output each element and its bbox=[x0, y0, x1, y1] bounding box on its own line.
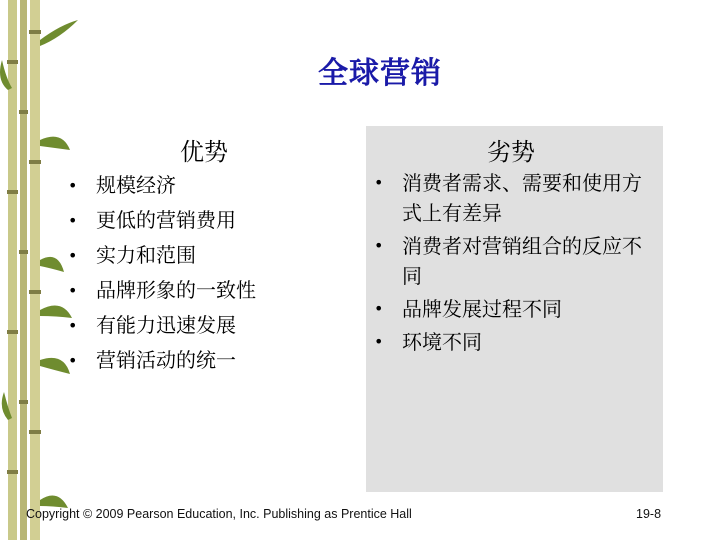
copyright-footer: Copyright © 2009 Pearson Education, Inc. Publishing as Prentice Hall bbox=[26, 507, 412, 521]
list-item: • 品牌形象的一致性 bbox=[62, 273, 362, 308]
advantages-list bbox=[62, 168, 362, 378]
list-item: • 消费者对营销组合的反应不同 bbox=[368, 231, 658, 291]
slide-title: 全球营销 bbox=[318, 56, 442, 91]
page-number: 19-8 bbox=[636, 507, 662, 521]
list-item: • 消费者需求、需要和使用方式上有差异 bbox=[368, 168, 658, 228]
disadvantages-list bbox=[368, 168, 658, 360]
list-item: • 环境不同 bbox=[368, 327, 658, 357]
list-item: • 有能力迅速发展 bbox=[62, 308, 362, 343]
list-item: • 营销活动的统一 bbox=[62, 343, 362, 378]
list-item: • 规模经济 bbox=[62, 168, 362, 203]
advantages-heading: 优势 bbox=[180, 138, 228, 166]
list-item: • 实力和范围 bbox=[62, 238, 362, 273]
disadvantages-heading: 劣势 bbox=[487, 138, 535, 166]
list-item: • 更低的营销费用 bbox=[62, 203, 362, 238]
list-item: • 品牌发展过程不同 bbox=[368, 294, 658, 324]
